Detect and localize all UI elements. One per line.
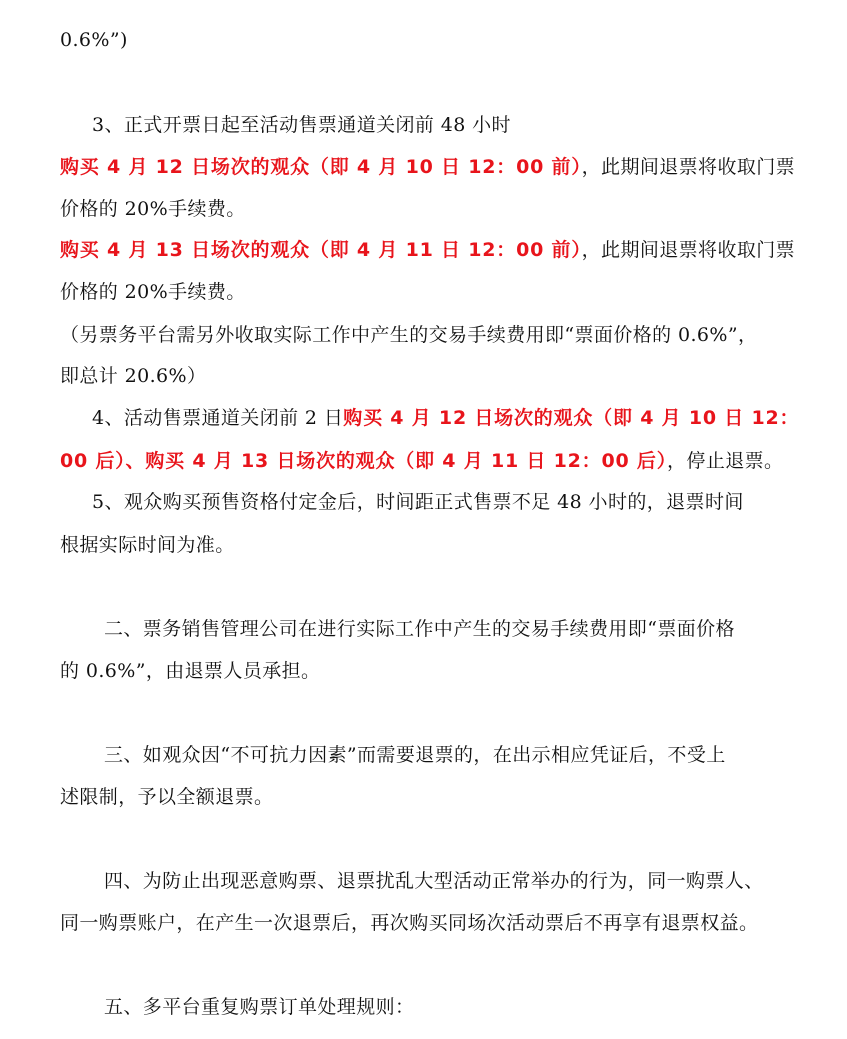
- text-segment: 三、如观众因“不可抗力因素”而需要退票的，在出示相应凭证后，不受上: [104, 744, 726, 766]
- paragraph-line: [60, 361, 206, 391]
- paragraph-line: [60, 235, 795, 265]
- paragraph-line: [60, 446, 783, 476]
- highlighted-text: 00 后）、购买 4 月 13 日场次的观众（即 4 月 11 日 12：00 后）: [60, 450, 668, 472]
- paragraph-line: [60, 656, 320, 686]
- paragraph-line: [92, 487, 744, 517]
- text-segment: ，此期间退票将收取门票: [581, 156, 796, 178]
- text-segment: 二、票务销售管理公司在进行实际工作中产生的交易手续费用即“票面价格: [104, 618, 735, 640]
- text-segment: 价格的 20%手续费。: [60, 198, 246, 220]
- text-segment: ，停止退票。: [667, 450, 784, 472]
- paragraph-line: [60, 277, 246, 307]
- text-segment: 四、为防止出现恶意购票、退票扰乱大型活动正常举办的行为，同一购票人、: [104, 870, 764, 892]
- paragraph-line: [60, 782, 273, 812]
- text-segment: 价格的 20%手续费。: [60, 281, 246, 303]
- highlighted-text: 购买 4 月 13 日场次的观众（即 4 月 11 日 12：00 前）: [60, 239, 582, 261]
- text-segment: 5、观众购买预售资格付定金后，时间距正式售票不足 48 小时的，退票时间: [92, 491, 744, 513]
- paragraph-line: [60, 908, 758, 938]
- highlighted-text: 购买 4 月 12 日场次的观众（即 4 月 10 日 12：: [343, 407, 800, 429]
- paragraph-line: [60, 320, 757, 350]
- text-segment: 0.6%”): [60, 29, 128, 51]
- section-heading-line: [104, 740, 726, 770]
- text-segment: 即总计 20.6%）: [60, 365, 207, 387]
- paragraph-line: [92, 110, 511, 140]
- section-heading-line: [104, 992, 414, 1022]
- text-segment: ，此期间退票将收取门票: [581, 239, 796, 261]
- section-heading-line: [104, 614, 735, 644]
- text-segment: 3、正式开票日起至活动售票通道关闭前 48 小时: [92, 114, 511, 136]
- text-segment: （另票务平台需另外收取实际工作中产生的交易手续费用即“票面价格的 0.6%”，: [60, 324, 758, 346]
- paragraph-line: [60, 152, 795, 182]
- text-segment: 4、活动售票通道关闭前 2 日: [92, 407, 344, 429]
- text-segment: 根据实际时间为准。: [60, 534, 235, 556]
- text-segment: 同一购票账户，在产生一次退票后，再次购买同场次活动票后不再享有退票权益。: [60, 912, 759, 934]
- paragraph-line: [60, 530, 235, 560]
- text-segment: 五、多平台重复购票订单处理规则：: [104, 996, 415, 1018]
- paragraph-line: [60, 25, 128, 55]
- highlighted-text: 购买 4 月 12 日场次的观众（即 4 月 10 日 12：00 前）: [60, 156, 582, 178]
- paragraph-line: [92, 403, 799, 433]
- text-segment: 的 0.6%”，由退票人员承担。: [60, 660, 321, 682]
- section-heading-line: [104, 866, 764, 896]
- paragraph-line: [60, 194, 246, 224]
- text-segment: 述限制，予以全额退票。: [60, 786, 274, 808]
